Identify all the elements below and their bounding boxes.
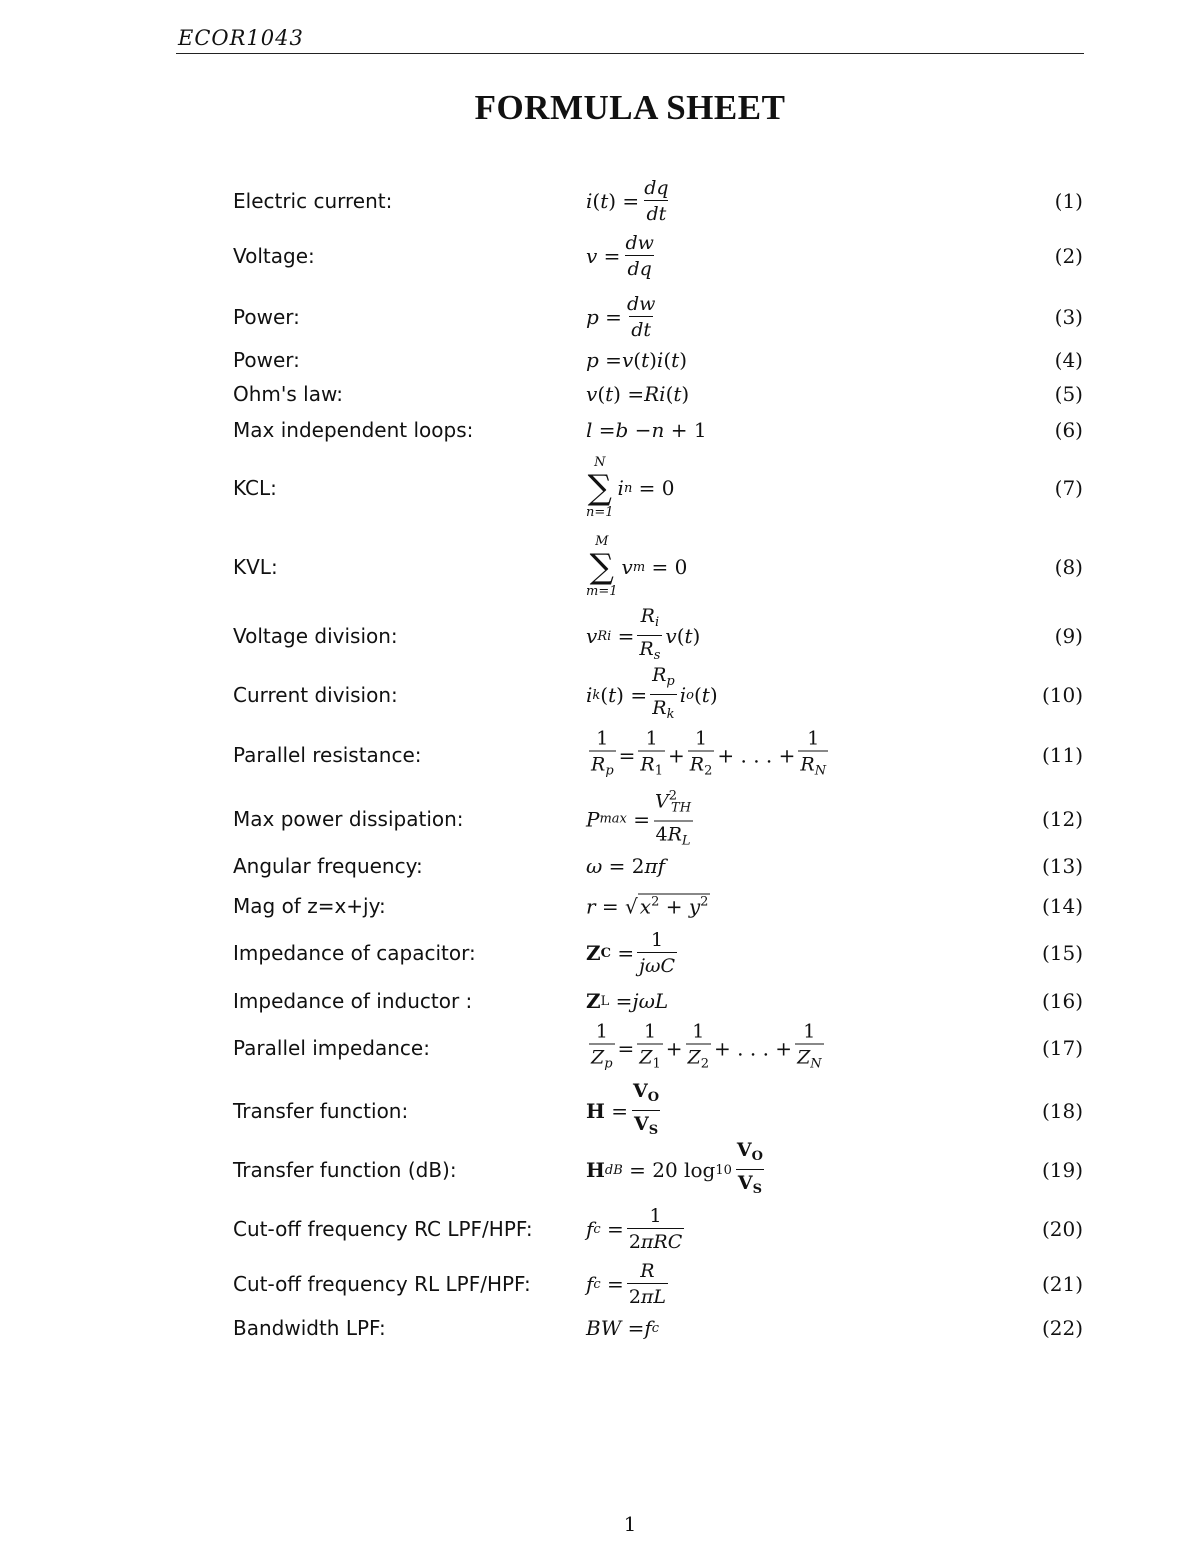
- formula-label: Max power dissipation:: [233, 807, 464, 831]
- equation-number: (22): [1041, 1316, 1083, 1340]
- header-rule: [176, 53, 1084, 54]
- formula-equation: Z C = $\frac{1}{\text{jωC}}$: [586, 929, 676, 977]
- equation-number: (10): [1041, 683, 1083, 707]
- formula-label: Power:: [233, 348, 300, 372]
- formula-label: Angular frequency:: [233, 854, 423, 878]
- equation-number: (20): [1041, 1217, 1083, 1241]
- formula-label: Voltage:: [233, 244, 315, 268]
- equation-number: (5): [1054, 382, 1083, 406]
- formula-equation: P max = $\frac{V^2_{TH}}{4R_L}$: [586, 786, 696, 853]
- equation-number: (7): [1054, 476, 1083, 500]
- equation-number: (14): [1041, 894, 1083, 918]
- equation-number: (6): [1054, 418, 1083, 442]
- formula-label: Impedance of inductor :: [233, 989, 473, 1013]
- formula-equation: ω = 2 πf: [586, 854, 666, 878]
- formula-equation: f c = $\frac{R}{2\pi L}$: [586, 1260, 667, 1308]
- formula-label: Bandwidth LPF:: [233, 1316, 386, 1340]
- equation-number: (4): [1054, 348, 1083, 372]
- equation-number: (9): [1054, 624, 1083, 648]
- formula-label: Max independent loops:: [233, 418, 474, 442]
- equation-number: (1): [1054, 189, 1083, 213]
- formula-label: Electric current:: [233, 189, 393, 213]
- formula-equation: i k ( t ) = $\frac{R_p}{R_k}$ i o ( t ): [586, 664, 718, 726]
- equation-number: (17): [1041, 1036, 1083, 1060]
- equation-number: (16): [1041, 989, 1083, 1013]
- formula-label: Parallel impedance:: [233, 1036, 430, 1060]
- page-title: FORMULA SHEET: [474, 88, 786, 127]
- formula-label: Power:: [233, 305, 300, 329]
- formula-equation: $\frac{1}{Z_p}$ = $\frac{1}{Z_1}$ + $\frac{1}{Z_2}$ + . . . + $\frac{1}{Z_N}$: [586, 1021, 827, 1076]
- formula-equation: N ∑ n=1 i n = 0: [586, 455, 675, 520]
- formula-label: Cut-off frequency RC LPF/HPF:: [233, 1217, 533, 1241]
- formula-label: Mag of z=x+jy:: [233, 894, 386, 918]
- formula-equation: v Ri = $\frac{R_i}{R_s}$ v ( t ): [586, 605, 700, 667]
- formula-equation: p = $\frac{dw}{dt}$: [586, 293, 656, 341]
- formula-equation: i ( t ) = $\frac{dq}{dt}$: [586, 177, 669, 225]
- equation-number: (15): [1041, 941, 1083, 965]
- formula-label: Ohm's law:: [233, 382, 343, 406]
- equation-number: (2): [1054, 244, 1083, 268]
- formula-equation: p = v ( t ) i ( t ): [586, 348, 687, 372]
- equation-number: (13): [1041, 854, 1083, 878]
- formula-label: KCL:: [233, 476, 277, 500]
- formula-label: Current division:: [233, 683, 398, 707]
- formula-label: KVL:: [233, 555, 278, 579]
- formula-equation: l = b − n + 1: [586, 418, 707, 442]
- page-number: 1: [623, 1512, 637, 1536]
- formula-label: Transfer function:: [233, 1099, 409, 1123]
- formula-label: Voltage division:: [233, 624, 398, 648]
- formula-equation: M ∑ m=1 v m = 0: [586, 534, 688, 599]
- equation-number: (19): [1041, 1158, 1083, 1182]
- formula-equation: f c = $\frac{1}{\text{2πRC}}$: [586, 1205, 683, 1253]
- equation-number: (8): [1054, 555, 1083, 579]
- equation-number: (3): [1054, 305, 1083, 329]
- equation-number: (12): [1041, 807, 1083, 831]
- formula-equation: $\frac{1}{R_p}$ = $\frac{1}{R_1}$ + $\frac{1}{R_2}$ + . . . + $\frac{1}{R_N}$: [586, 728, 831, 783]
- formula-equation: BW = f c: [586, 1316, 660, 1340]
- formula-equation: H = $\frac{V_O}{V_S}$: [586, 1080, 664, 1142]
- formula-equation: Z L = jωL: [586, 989, 669, 1013]
- formula-equation: r = √ $x^2 + y^2$: [586, 894, 709, 919]
- formula-label: Transfer function (dB):: [233, 1158, 457, 1182]
- formula-equation: v = $\frac{dw}{dq}$: [586, 232, 654, 280]
- course-code-header: ECOR1043: [178, 26, 304, 50]
- equation-number: (18): [1041, 1099, 1083, 1123]
- equation-number: (11): [1041, 743, 1083, 767]
- equation-number: (21): [1041, 1272, 1083, 1296]
- formula-equation: H dB = 20 log 10 $\frac{V_O}{V_S}$: [586, 1139, 768, 1201]
- formula-label: Parallel resistance:: [233, 743, 422, 767]
- formula-label: Impedance of capacitor:: [233, 941, 476, 965]
- formula-equation: v ( t ) = Ri ( t ): [586, 382, 690, 406]
- formula-label: Cut-off frequency RL LPF/HPF:: [233, 1272, 531, 1296]
